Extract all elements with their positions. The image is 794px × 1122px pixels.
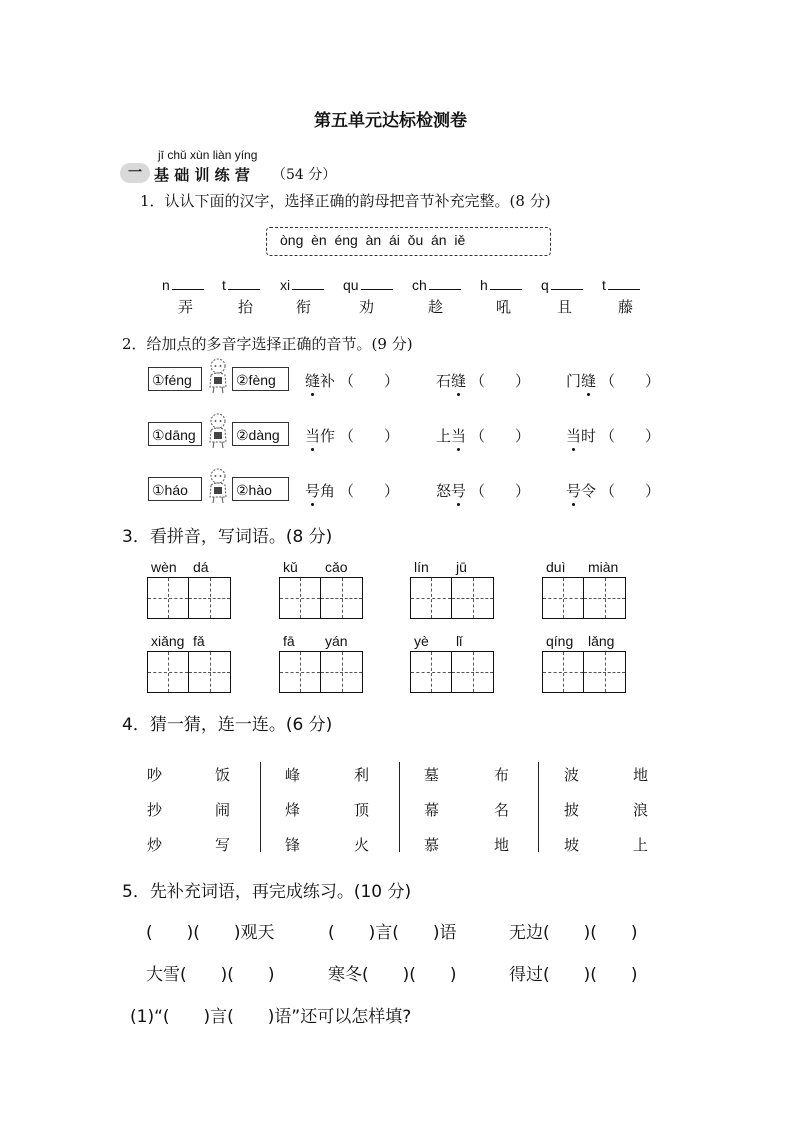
dotted-char: 缝 — [305, 372, 321, 390]
tian-zi-grid[interactable] — [147, 577, 231, 619]
q1-initial: qu — [343, 277, 359, 293]
q2-word — [566, 425, 660, 446]
q4-right-char[interactable]: 顶 — [354, 801, 370, 819]
q4-prompt: 4．猜一猜，连一连。(6 分) — [122, 715, 333, 735]
answer-paren[interactable]: （ ） — [339, 372, 400, 390]
dotted-char: 号 — [566, 482, 582, 500]
q4-left-char[interactable]: 慕 — [424, 836, 440, 854]
q1-initial: ch — [412, 277, 427, 293]
q3-pinyin: lǎng — [588, 633, 615, 649]
q5-prompt: 5．先补充词语，再完成练习。(10 分) — [122, 882, 412, 902]
q5-word-3[interactable]: 无边( )( ) — [509, 923, 638, 943]
q1-pinyin-blank[interactable] — [343, 275, 393, 293]
tian-zi-cell[interactable] — [584, 578, 625, 618]
dotted-char: 当 — [566, 427, 582, 445]
tian-zi-cell[interactable] — [543, 652, 584, 692]
tian-zi-cell[interactable] — [452, 652, 493, 692]
q1-blank-line[interactable] — [608, 275, 640, 290]
q4-left-char[interactable]: 坡 — [564, 836, 580, 854]
q4-left-char[interactable]: 波 — [564, 766, 580, 784]
cartoon-child-icon — [206, 412, 230, 454]
q4-left-char[interactable]: 烽 — [285, 801, 301, 819]
q1-blank-line[interactable] — [292, 275, 324, 290]
q1-pinyin-blank[interactable] — [412, 275, 461, 293]
section-pinyin: jī chǔ xùn liàn yíng — [158, 148, 258, 162]
q3-pinyin: fā — [283, 633, 295, 649]
answer-paren[interactable]: （ ） — [470, 372, 531, 390]
q4-right-char[interactable]: 地 — [633, 766, 649, 784]
q1-prompt: 1．认认下面的汉字，选择正确的韵母把音节补充完整。(8 分) — [140, 192, 551, 210]
q1-pinyin-blank[interactable] — [480, 275, 522, 293]
q4-left-char[interactable]: 披 — [564, 801, 580, 819]
cartoon-child-icon — [206, 357, 230, 399]
q1-initial: t — [222, 277, 226, 293]
q2-word — [566, 480, 660, 501]
q3-pinyin: miàn — [588, 559, 619, 575]
tian-zi-cell[interactable] — [148, 652, 189, 692]
q4-left-char[interactable]: 炒 — [147, 836, 163, 854]
tian-zi-cell[interactable] — [280, 652, 321, 692]
q2-word — [436, 480, 530, 501]
q4-divider — [260, 762, 261, 852]
section-label: 基 础 训 练 营 — [154, 166, 250, 184]
q2-option-1: ①féng — [148, 367, 202, 391]
dotted-char: 缝 — [451, 372, 467, 390]
q2-option-2: ②fèng — [232, 367, 289, 391]
q5-word-2[interactable]: ( )言( )语 — [328, 923, 457, 943]
q2-word — [436, 425, 530, 446]
q3-pinyin: duì — [546, 559, 566, 575]
tian-zi-cell[interactable] — [321, 652, 362, 692]
answer-paren[interactable]: （ ） — [600, 482, 661, 500]
section-number: 一 — [128, 165, 142, 181]
q4-left-char[interactable]: 抄 — [147, 801, 163, 819]
q5-word-1[interactable]: ( )( )观天 — [146, 923, 275, 943]
q4-left-char[interactable]: 幕 — [424, 801, 440, 819]
q1-char: 劝 — [359, 298, 375, 316]
q4-right-char[interactable]: 名 — [494, 801, 510, 819]
q1-blank-line[interactable] — [551, 275, 583, 290]
q3-pinyin: lín — [414, 559, 429, 575]
tian-zi-cell[interactable] — [452, 578, 493, 618]
q5-sub1: (1)“( )言( )语”还可以怎样填? — [130, 1007, 412, 1027]
q4-divider — [538, 762, 539, 852]
q1-pinyin-blank[interactable] — [602, 275, 640, 293]
tian-zi-cell[interactable] — [584, 652, 625, 692]
word-char: 上 — [436, 427, 452, 445]
tian-zi-grid[interactable] — [147, 651, 231, 693]
q2-word — [305, 425, 399, 446]
q1-initial: h — [480, 277, 488, 293]
answer-paren[interactable]: （ ） — [470, 427, 531, 445]
dotted-char: 号 — [451, 482, 467, 500]
q2-option-1: ①háo — [148, 477, 202, 501]
tian-zi-cell[interactable] — [189, 578, 230, 618]
q1-char: 弄 — [178, 298, 194, 316]
dotted-char: 当 — [451, 427, 467, 445]
word-char: 作 — [320, 427, 336, 445]
q3-pinyin: qíng — [546, 633, 574, 649]
dotted-char: 号 — [305, 482, 321, 500]
q2-word — [305, 370, 399, 391]
q4-left-char[interactable]: 吵 — [147, 766, 163, 784]
q2-option-1: ①dāng — [148, 422, 202, 446]
q2-word — [305, 480, 399, 501]
tian-zi-grid[interactable] — [410, 577, 494, 619]
word-char: 门 — [566, 372, 582, 390]
q3-pinyin: yán — [325, 633, 348, 649]
answer-paren[interactable]: （ ） — [470, 482, 531, 500]
q4-divider — [399, 762, 400, 852]
word-char: 石 — [436, 372, 452, 390]
answer-paren[interactable]: （ ） — [339, 482, 400, 500]
tian-zi-cell[interactable] — [148, 578, 189, 618]
answer-paren[interactable]: （ ） — [600, 427, 661, 445]
answer-paren[interactable]: （ ） — [600, 372, 661, 390]
q4-right-char[interactable]: 地 — [494, 836, 510, 854]
dotted-char: 当 — [305, 427, 321, 445]
q1-char: 衔 — [296, 298, 312, 316]
q1-initial: t — [602, 277, 606, 293]
q1-char: 抬 — [238, 298, 254, 316]
q1-blank-line[interactable] — [490, 275, 522, 290]
q4-right-char[interactable]: 闹 — [215, 801, 231, 819]
word-char: 补 — [320, 372, 336, 390]
q1-pinyin-blank[interactable] — [541, 275, 583, 293]
q2-word — [566, 370, 660, 391]
q3-pinyin: kǔ — [283, 559, 298, 575]
section-number-badge — [120, 163, 150, 183]
q4-right-char[interactable]: 火 — [354, 836, 370, 854]
q4-left-char[interactable]: 锋 — [285, 836, 301, 854]
q3-pinyin: dá — [193, 559, 209, 575]
q1-initial: n — [162, 277, 170, 293]
q4-right-char[interactable]: 上 — [633, 836, 649, 854]
tian-zi-grid[interactable] — [410, 651, 494, 693]
q4-right-char[interactable]: 布 — [494, 766, 510, 784]
q4-left-char[interactable]: 墓 — [424, 766, 440, 784]
q4-right-char[interactable]: 浪 — [633, 801, 649, 819]
tian-zi-cell[interactable] — [321, 578, 362, 618]
section-score: （54 分） — [272, 167, 337, 183]
tian-zi-cell[interactable] — [543, 578, 584, 618]
word-char: 怒 — [436, 482, 452, 500]
q4-left-char[interactable]: 峰 — [285, 766, 301, 784]
q1-char: 吼 — [496, 298, 512, 316]
tian-zi-grid[interactable] — [279, 577, 363, 619]
word-char: 令 — [581, 482, 597, 500]
q1-blank-line[interactable] — [361, 275, 393, 290]
q1-pinyin-blank[interactable] — [222, 275, 260, 293]
answer-paren[interactable]: （ ） — [339, 427, 400, 445]
q1-options-box — [266, 227, 551, 256]
q2-option-2: ②dàng — [232, 422, 289, 446]
word-char: 时 — [581, 427, 597, 445]
q4-right-char[interactable]: 饭 — [215, 766, 231, 784]
tian-zi-cell[interactable] — [280, 578, 321, 618]
q1-blank-line[interactable] — [172, 275, 204, 290]
q4-right-char[interactable]: 利 — [354, 766, 370, 784]
q2-option-2: ②hào — [232, 477, 289, 501]
q3-pinyin: wèn — [151, 559, 177, 575]
tian-zi-grid[interactable] — [542, 577, 626, 619]
q1-initial: q — [541, 277, 549, 293]
q1-initial: xi — [280, 277, 291, 293]
tian-zi-cell[interactable] — [189, 652, 230, 692]
q3-pinyin: xiǎng — [151, 633, 185, 649]
q3-pinyin: lǐ — [456, 633, 463, 649]
q5-word-6[interactable]: 得过( )( ) — [509, 965, 638, 985]
tian-zi-grid[interactable] — [279, 651, 363, 693]
q1-blank-line[interactable] — [228, 275, 260, 290]
q2-word — [436, 370, 530, 391]
page-title: 第五单元达标检测卷 — [314, 111, 467, 131]
cartoon-child-icon — [206, 467, 230, 509]
tian-zi-cell[interactable] — [411, 578, 452, 618]
q1-char: 趁 — [428, 298, 444, 316]
tian-zi-cell[interactable] — [411, 652, 452, 692]
q1-pinyin-blank[interactable] — [280, 275, 324, 293]
q2-prompt: 2．给加点的多音字选择正确的音节。(9 分) — [122, 335, 413, 353]
q1-char: 藤 — [618, 298, 634, 316]
q1-char: 且 — [557, 298, 573, 316]
tian-zi-grid[interactable] — [542, 651, 626, 693]
q1-options: òng èn éng àn ái ǒu án iě — [280, 232, 466, 248]
q4-right-char[interactable]: 写 — [215, 836, 231, 854]
q3-pinyin: jū — [456, 559, 467, 575]
q3-pinyin: yè — [414, 633, 429, 649]
q1-pinyin-blank[interactable] — [162, 275, 204, 293]
q1-blank-line[interactable] — [429, 275, 461, 290]
q5-word-4[interactable]: 大雪( )( ) — [146, 965, 275, 985]
q3-pinyin: fǎ — [193, 633, 205, 649]
dotted-char: 缝 — [581, 372, 597, 390]
q3-pinyin: cǎo — [325, 559, 348, 575]
q5-word-5[interactable]: 寒冬( )( ) — [328, 965, 457, 985]
word-char: 角 — [320, 482, 336, 500]
q3-prompt: 3．看拼音，写词语。(8 分) — [122, 527, 333, 547]
